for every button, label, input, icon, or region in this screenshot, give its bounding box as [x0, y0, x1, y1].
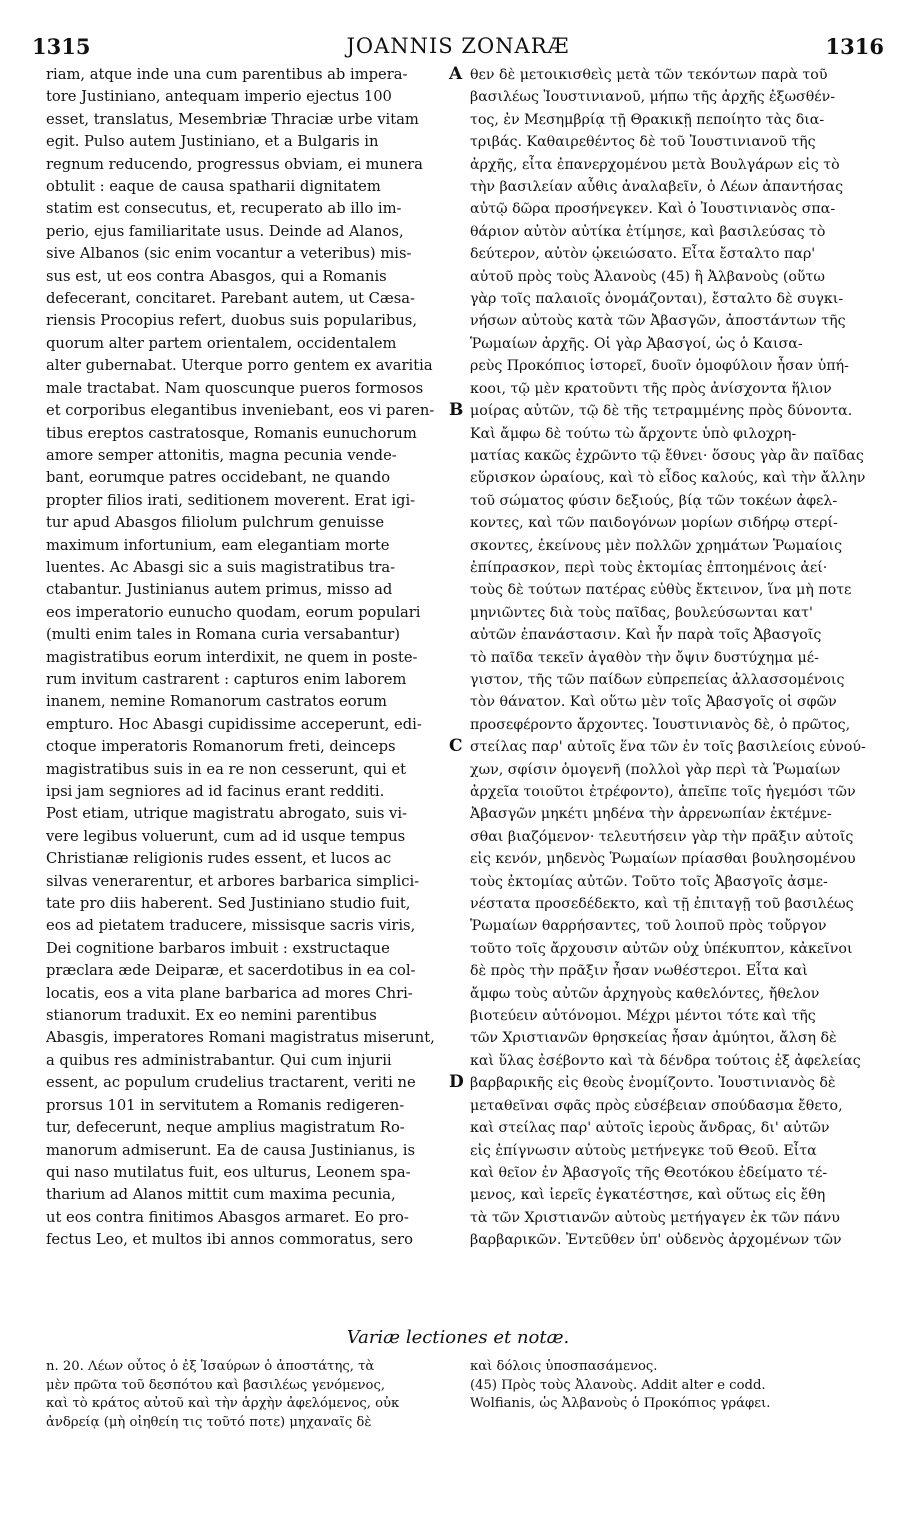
latin-text-line: vere legibus voluerunt, cum ad id usque tempus — [46, 827, 406, 845]
greek-text-line: ματίας κακῶς ἐχρῶντο τῷ ἔθνει· ὅσους γὰρ ἂν παῖδας — [470, 447, 864, 464]
latin-text-line: eos ad pietatem traducere, missisque sacris viris, — [46, 917, 416, 935]
greek-text-line: γιστον, τῆς τῶν παίδων εὐπρεπείας ἀλλασσομένοις — [470, 671, 845, 688]
greek-text-line: αὐτῷ δῶρα προσήνεγκεν. Καὶ ὁ Ἰουστινιανὸς σπα- — [470, 201, 836, 218]
latin-text-line: (multi enim tales in Romana curia versabantur) — [46, 626, 400, 644]
latin-text-line: magistratibus eorum interdixit, ne quem in poste- — [46, 648, 418, 666]
latin-text-line: prorsus 101 in servitutem a Romanis redigeren- — [46, 1096, 405, 1114]
left-page-number: 1315 — [32, 34, 91, 59]
latin-text-line: defecerant, concitaret. Parebant autem, ut Cæsa- — [46, 290, 415, 308]
latin-text-line: locatis, eos a vita plane barbarica ad mores Chri- — [46, 984, 413, 1002]
margin-letter-c: C — [449, 736, 463, 756]
latin-text-line: tibus ereptos castratosque, Romanis eunuchorum — [46, 424, 417, 442]
latin-text-line: amore semper attonitis, magna pecunia vende- — [46, 446, 397, 464]
latin-text-line: tur, defecerunt, neque amplius magistratum Ro- — [46, 1119, 405, 1137]
note-line: n. 20. Λέων οὗτος ὁ ἐξ Ἰσαύρων ὁ ἀποστάτης, τὰ — [46, 1359, 375, 1374]
greek-text-line: Καὶ ἄμφω δὲ τούτω τὼ ἄρχοντε ὑπὸ φιλοχρη- — [470, 425, 797, 442]
greek-text-line: εἰς ἐπίγνωσιν αὐτοὺς μετήνεγκε τοῦ Θεοῦ. Εἶτα — [470, 1142, 817, 1159]
greek-text-line: βαρβαρικῶν. Ἐντεῦθεν ὑπ' οὐδενὸς ἀρχομένων τῶν — [470, 1232, 842, 1249]
greek-text-line: στείλας παρ' αὐτοῖς ἕνα τῶν ἐν τοῖς βασιλείοις εὐνού- — [470, 739, 866, 756]
greek-text-line: κοοι, τῷ μὲν κρατοῦντι τῆς πρὸς ἀνίσχοντα ἥλιον — [470, 380, 832, 397]
latin-text-line: a quibus res administrabantur. Qui cum injurii — [46, 1051, 392, 1069]
greek-text-line: Ῥωμαίων θαρρήσαντες, τοῦ λοιποῦ πρὸς τοὔργον — [470, 918, 827, 935]
greek-text-line: τοὺς ἐκτομίας αὐτῶν. Τοῦτο τοῖς Ἀβασγοῖς ἀσμε- — [470, 873, 828, 890]
notes-left-column — [46, 1358, 446, 1432]
greek-text-line: προσεφέροντο ἄρχοντες. Ἰουστινιανὸς δὲ, ὁ πρῶτος, — [470, 716, 851, 733]
margin-letter-b: B — [449, 400, 464, 420]
greek-text-line: τριβάς. Καθαιρεθέντος δὲ τοῦ Ἰουστινιανοῦ τῆς — [470, 134, 816, 151]
page-header — [32, 34, 884, 64]
latin-text-line: statim est consecutus, et, recuperato ab illo im- — [46, 200, 402, 218]
latin-text-line: quorum alter partem orientalem, occidentalem — [46, 334, 397, 352]
latin-text-line: Dei cognitione barbaros imbuit : exstructaque — [46, 939, 390, 957]
latin-text-line: silvas venerarentur, et arbores barbarica simplici- — [46, 872, 420, 890]
note-line: (45) Πρὸς τοὺς Ἀλανοὺς. Addit alter e codd. — [470, 1377, 766, 1393]
note-line: μὲν πρῶτα τοῦ δεσπότου καὶ βασιλέως γενόμενος, — [46, 1377, 386, 1393]
note-line: ἀνδρείᾳ (μὴ οἰηθείη τις τοῦτό ποτε) μηχαναῖς δὲ — [46, 1414, 372, 1430]
greek-text-line: μεταθεῖναι σφᾶς πρὸς εὐσέβειαν σπούδασμα ἔθετο, — [470, 1097, 843, 1114]
latin-text-line: maximum infortunium, eam elegantiam morte — [46, 536, 390, 554]
latin-text-line: et corporibus elegantibus inveniebant, eos vi paren- — [46, 402, 435, 420]
greek-text-line: αὐτοῦ πρὸς τοὺς Ἀλανοὺς (45) ἢ Ἀλβανοὺς (οὕτω — [470, 268, 825, 285]
latin-text-line: tate pro diis haberent. Sed Justiniano studio fuit, — [46, 895, 411, 913]
latin-column — [46, 64, 446, 1252]
note-line: καὶ τὸ κράτος αὐτοῦ καὶ τὴν ἀρχὴν ἀφελόμενος, οὐκ — [46, 1396, 400, 1412]
greek-column — [470, 64, 880, 1252]
margin-letter-a: A — [449, 64, 463, 84]
latin-text-line: esset, translatus, Mesembriæ Thraciæ urbe vitam — [46, 110, 419, 128]
greek-text-line: θεν δὲ μετοικισθεὶς μετὰ τῶν τεκόντων παρὰ τοῦ — [470, 67, 828, 83]
greek-text-line: Ἀβασγῶν μηκέτι μηδένα τὴν ἀρρενωπίαν ἐκτέμνε- — [470, 806, 832, 823]
latin-text-line: empturo. Hoc Abasgi cupidissime acceperunt, edi- — [46, 715, 422, 733]
latin-text-line: ctabantur. Justinianus autem primus, misso ad — [46, 581, 393, 599]
greek-text-line: καὶ ὕλας ἐσέβοντο καὶ τὰ δένδρα τούτοις ἐξ ἀφελείας — [470, 1052, 861, 1069]
greek-text-line: μοίρας αὐτῶν, τῷ δὲ τῆς τετραμμένης πρὸς δύνοντα. — [470, 403, 853, 420]
greek-text-line: τοὺς δὲ τούτων πατέρας εὐθὺς ἔκτεινον, ἵνα μὴ ποτε — [470, 582, 852, 599]
greek-text-line: Ῥωμαίων ἀρχῆς. Οἱ γὰρ Ἀβασγοί, ὡς ὁ Καισα- — [470, 335, 803, 352]
greek-text-line: τος, ἐν Μεσημβρίᾳ τῇ Θρακικῇ πεποίητο τὰς δια- — [470, 111, 825, 128]
latin-text-line: Christianæ religionis rudes essent, et lucos ac — [46, 850, 392, 868]
greek-text-line: βιοτεύειν αὐτόνομοι. Μέχρι μέντοι τότε καὶ τῆς — [470, 1008, 816, 1025]
latin-text-line: Post etiam, utrique magistratu abrogato, suis vi- — [46, 805, 408, 823]
greek-text-line: βαρβαρικῆς εἰς θεοὺς ἐνομίζοντο. Ἰουστινιανὸς δὲ — [470, 1075, 836, 1092]
latin-text-line: riam, atque inde una cum parentibus ab impera- — [46, 66, 408, 83]
greek-text-line: βασιλέως Ἰουστινιανοῦ, μήπω τῆς ἀρχῆς ἐξωσθέν- — [470, 89, 836, 106]
latin-text-line: riensis Procopius refert, duobus suis popularibus, — [46, 312, 418, 330]
latin-text-line: qui naso mutilatus fuit, eos ulturus, Leonem spa- — [46, 1163, 411, 1181]
latin-text-line: sus est, ut eos contra Abasgos, qui a Romanis — [46, 267, 387, 285]
latin-text-line: præclara æde Deiparæ, et sacerdotibus in ea col- — [46, 962, 416, 980]
latin-text-line: perio, ejus familiaritate usus. Deinde ad Alanos, — [46, 222, 404, 240]
latin-text-line: essent, ac populum crudelius tractarent, veriti ne — [46, 1074, 416, 1092]
latin-text-line: regnum reducendo, progressus obviam, ei munera — [46, 155, 423, 173]
latin-text-line: magistratibus suis in ea re non cesserunt, qui et — [46, 760, 407, 778]
latin-text-line: bant, eorumque patres occidebant, ne quando — [46, 469, 391, 487]
greek-text-line: ἀρχεῖα τοιοῦτοι ἐτρέφοντο), ἀπεῖπε τοῖς ἡγεμόσι τῶν — [470, 784, 856, 800]
greek-text-line: καὶ στείλας παρ' αὐτοῖς ἱεροὺς ἄνδρας, δι' αὐτῶν — [470, 1120, 830, 1137]
greek-text-line: κοντες, καὶ τῶν παιδογόνων μορίων σιδήρῳ στερί- — [470, 515, 838, 532]
latin-text-line: tur apud Abasgos filiolum pulchrum genuisse — [46, 514, 385, 532]
greek-text-line: τοῦτο τοῖς ἄρχουσιν αὐτῶν οὐχ ὑπέκυπτον, κἀκεῖνοι — [470, 940, 853, 957]
greek-text-line: σκοντες, ἐκείνους μὲν πολλῶν χρημάτων Ῥωμαίοις — [470, 537, 843, 554]
greek-text-line: καὶ θεῖον ἐν Ἀβασγοῖς τῆς Θεοτόκου ἐδείματο τέ- — [470, 1164, 828, 1181]
greek-text-line: νήσων αὐτοὺς κατὰ τῶν Ἀβασγῶν, ἀποστάντων τῆς — [470, 313, 846, 330]
latin-text-line: tharium ad Alanos mittit cum maxima pecunia, — [46, 1186, 396, 1204]
margin-letter-d: D — [449, 1072, 464, 1092]
latin-text-line: rum invitum castrarent : capturos enim laborem — [46, 670, 407, 688]
latin-text-line: alter gubernabat. Uterque porro gentem ex avaritia — [46, 357, 433, 375]
note-line: καὶ δόλοις ὑποσπασάμενος. — [470, 1359, 658, 1374]
greek-text-line: τοῦ σώματος φύσιν δεξιούς, βίᾳ τῶν τοκέων ἀφελ- — [470, 492, 838, 509]
latin-text-line: ipsi jam segniores ad id facinus erant redditi. — [46, 783, 385, 800]
latin-text-line: fectus Leo, et multos ibi annos commoratus, sero — [46, 1231, 413, 1249]
greek-text-line: τὸ παῖδα τεκεῖν ἀγαθὸν τὴν ὄψιν δυστύχημα μέ- — [470, 649, 819, 666]
notes-right-column — [470, 1358, 880, 1414]
greek-text-line: ἀρχῆς, εἶτα ἐπανερχομένου μετὰ Βουλγάρων εἰς τὸ — [470, 156, 840, 173]
latin-text-line: propter filios irati, seditionem moverent. Erat igi- — [46, 491, 416, 509]
greek-text-line: νέστατα προσεδέδεκτο, καὶ τῇ ἐπιταγῇ τοῦ βασιλέως — [470, 896, 854, 913]
greek-text-line: τὴν βασιλείαν αὖθις ἀναλαβεῖν, ὁ Λέων ἀπαντήσας — [470, 179, 844, 196]
greek-text-line: τῶν Χριστιανῶν θρησκείας ἦσαν ἀμύητοι, ἄλση δὲ — [470, 1030, 837, 1047]
greek-text-line: γὰρ τοῖς παλαιοῖς ὀνομάζονται), ἔσταλτο δὲ συγκι- — [470, 291, 844, 308]
latin-text-line: eos imperatorio eunucho quodam, eorum populari — [46, 603, 421, 621]
latin-text-line: stianorum traduxit. Ex eo nemini parentibus — [46, 1007, 377, 1025]
greek-text-line: ἄμφω τοὺς αὐτῶν ἀρχηγοὺς καθελόντες, ἤθελον — [470, 985, 820, 1002]
greek-text-line: εὕρισκον ὡραίους, καὶ τὸ εἶδος καλούς, καὶ τὴν ἄλλην — [470, 470, 866, 487]
greek-text-line: αὐτῶν ἐπανάστασιν. Καὶ ἦν παρὰ τοῖς Ἀβασγοῖς — [470, 627, 822, 644]
latin-text-line: ctoque imperatoris Romanorum freti, deinceps — [46, 738, 396, 756]
greek-text-line: ρεὺς Προκόπιος ἱστορεῖ, δυοῖν ὁμοφύλοιν ἦσαν ὑπή- — [470, 358, 849, 375]
greek-text-line: τὰ τῶν Χριστιανῶν αὐτοὺς μετήγαγεν ἐκ τῶν πάνυ — [470, 1209, 840, 1226]
latin-text-line: inanem, nemine Romanorum castratos eorum — [46, 693, 387, 711]
greek-text-line: μηνιῶντες διὰ τοὺς παῖδας, βουλεύσωνται κατ' — [470, 604, 813, 621]
latin-text-line: obtulit : eaque de causa spatharii dignitatem — [46, 178, 381, 196]
greek-text-line: θάριον αὐτὸν αὐτίκα ἐτίμησε, καὶ βασιλεύσας τὸ — [470, 223, 826, 240]
note-line: Wolfianis, ὡς Ἀλβανοὺς ὁ Προκόπιος γράφει. — [470, 1396, 771, 1412]
right-page-number: 1316 — [825, 34, 884, 59]
latin-text-line: ut eos contra finitimos Abasgos armaret. Eo pro- — [46, 1208, 409, 1226]
greek-text-line: χων, σφίσιν ὁμογενῆ (πολλοὶ γὰρ περὶ τὰ Ῥωμαίων — [470, 761, 841, 778]
latin-text-line: Abasgis, imperatores Romani magistratus miserunt, — [46, 1029, 435, 1047]
latin-text-line: sive Albanos (sic enim vocantur a veteribus) mis- — [46, 245, 412, 263]
greek-text-line: δεύτερον, αὐτὸν ᾠκειώσατο. Εἶτα ἔσταλτο παρ' — [470, 246, 816, 263]
greek-text-line: δὲ πρὸς τὴν πρᾶξιν ἦσαν νωθέστεροι. Εἶτα καὶ — [470, 963, 808, 980]
latin-text-line: manorum admiserunt. Ea de causa Justinianus, is — [46, 1141, 415, 1159]
greek-text-line: εἰς κενόν, μηδενὸς Ῥωμαίων πρίασθαι βουλησομένου — [470, 851, 856, 868]
latin-text-line: egit. Pulso autem Justiniano, et a Bulgaris in — [46, 133, 379, 151]
greek-text-line: ἐπίπρασκον, περὶ τοὺς ἐκτομίας ἐπτοημένοις ἀεί· — [470, 559, 828, 576]
running-title: JOANNIS ZONARÆ — [346, 34, 570, 58]
notes-title: Variæ lectiones et notæ. — [346, 1327, 570, 1348]
latin-text-line: male tractabat. Nam quoscunque pueros formosos — [46, 379, 424, 397]
latin-text-line: luentes. Ac Abasgi sic a suis magistratibus tra- — [46, 558, 396, 576]
latin-text-line: tore Justiniano, antequam imperio ejectus 100 — [46, 88, 392, 106]
greek-text-line: τὸν θάνατον. Καὶ οὕτω μὲν τοῖς Ἀβασγοῖς οἱ σφῶν — [470, 694, 837, 711]
greek-text-line: σθαι βιαζόμενον· τελευτήσειν γὰρ τὴν πρᾶξιν αὐτοῖς — [470, 828, 854, 845]
greek-text-line: μενος, καὶ ἱερεῖς ἐγκατέστησε, καὶ οὕτως εἰς ἔθη — [470, 1187, 826, 1204]
